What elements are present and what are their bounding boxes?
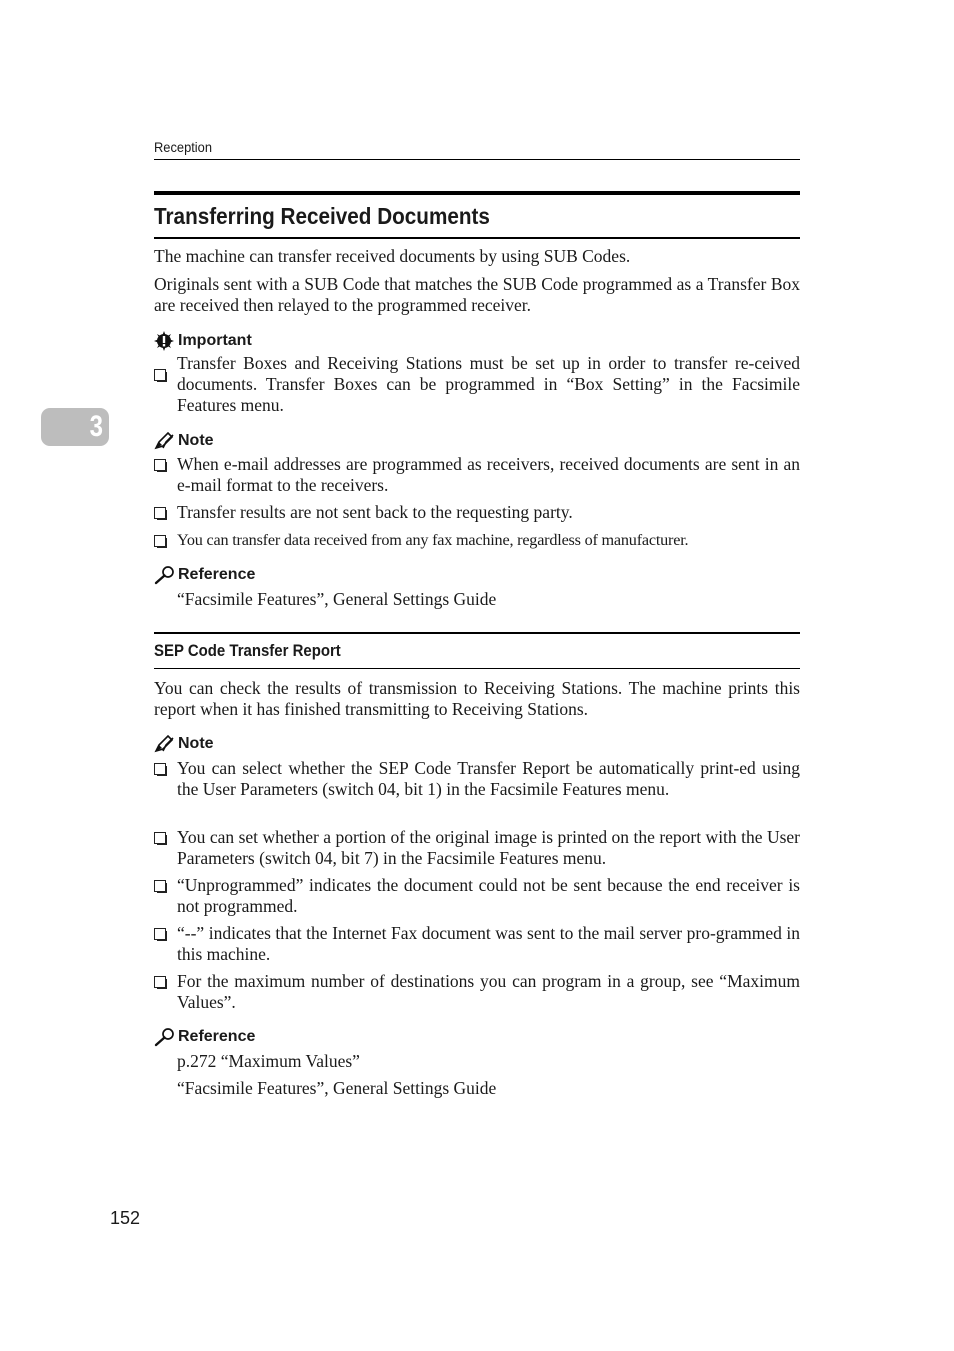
subsection-title: SEP Code Transfer Report [154, 641, 341, 660]
pencil-icon [154, 432, 176, 450]
important-item: Transfer Boxes and Receiving Stations must be set up in order to transfer re-ceived documents. Transfer Boxes can be programmed in “Box Setting” in the Facsimile Features menu. [177, 353, 800, 415]
note-item: You can set whether a portion of the original image is printed on the report with the User Parameters (switch 04, bit 7) in the Facsimile Features menu. [177, 827, 800, 868]
subsection-paragraph: You can check the results of transmission to Receiving Stations. The machine prints this report when it has finished transmitting to Receiving Stations. [154, 678, 800, 719]
bullet-checkbox-icon [154, 535, 166, 547]
bullet-checkbox-icon [154, 976, 166, 988]
header-rule [154, 159, 800, 160]
note-item: Transfer results are not sent back to the requesting party. [177, 502, 573, 522]
bullet-checkbox-icon [154, 507, 166, 519]
important-heading: Important [154, 331, 252, 351]
magnifier-icon [154, 1027, 176, 1047]
bullet-checkbox-icon [154, 832, 166, 844]
note-item: You can transfer data received from any fax machine, regardless of manufacturer. [177, 531, 689, 549]
intro-paragraph-2: Originals sent with a SUB Code that matches the SUB Code programmed as a Transfer Box are received then relayed to the programmed receiver. [154, 274, 800, 315]
section-bottom-rule [154, 237, 800, 239]
page-number: 152 [110, 1208, 141, 1228]
note-heading: Note [154, 431, 214, 451]
section-title: Transferring Received Documents [154, 203, 490, 229]
subsection-bottom-rule [154, 668, 800, 669]
bullet-checkbox-icon [154, 369, 166, 381]
bullet-checkbox-icon [154, 928, 166, 940]
bullet-checkbox-icon [154, 763, 166, 775]
section-top-rule [154, 191, 800, 195]
reference-heading: Reference [154, 1027, 255, 1047]
note-item: You can select whether the SEP Code Transfer Report be automatically print-ed using the User Parameters (switch 04, bit 1) in the Facsimile Features menu. [177, 758, 800, 799]
note-item: “--” indicates that the Internet Fax document was sent to the mail server pro-grammed in this machine. [177, 923, 800, 964]
subsection-top-rule [154, 632, 800, 634]
chapter-number: 3 [89, 410, 104, 443]
running-header: Reception [154, 139, 213, 155]
note-item: For the maximum number of destinations you can program in a group, see “Maximum Values”. [177, 971, 800, 1012]
magnifier-icon [154, 565, 176, 585]
pencil-icon [154, 735, 176, 753]
important-icon [154, 331, 176, 351]
bullet-checkbox-icon [154, 880, 166, 892]
reference-heading: Reference [154, 565, 255, 585]
note-heading: Note [154, 734, 214, 754]
note-item: When e-mail addresses are programmed as receivers, received documents are sent in an e-mail format to the receivers. [177, 454, 800, 495]
note-item: “Unprogrammed” indicates the document could not be sent because the end receiver is not programmed. [177, 875, 800, 916]
reference-link-maximum-values[interactable]: p.272 “Maximum Values” [177, 1051, 360, 1071]
reference-item: “Facsimile Features”, General Settings Guide [177, 1078, 497, 1098]
intro-paragraph-1: The machine can transfer received documents by using SUB Codes. [154, 246, 631, 266]
bullet-checkbox-icon [154, 459, 166, 471]
reference-item: “Facsimile Features”, General Settings Guide [177, 589, 497, 609]
